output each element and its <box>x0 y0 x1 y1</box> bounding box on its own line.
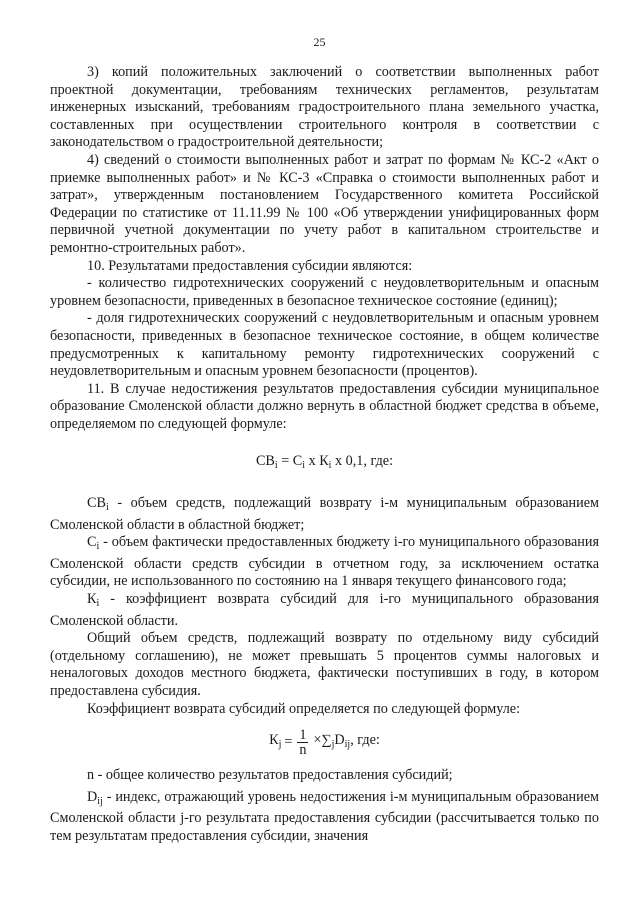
formula-subscript: j <box>331 738 335 750</box>
formula-subscript: ij <box>344 738 351 750</box>
definition-text: - индекс, отражающий уровень недостижения i-м муниципальным образованием Смоленской области j-го результата предоставления субсидии (рассчитывается только по тем результатам предоставления субсидии, значения <box>50 788 599 844</box>
page-number: 25 <box>313 35 326 49</box>
definition-symbol: n <box>87 767 95 784</box>
definition-text: - объем фактически предоставленных бюджету i-го муниципального образования Смоленской области средств субсидии в отчетном году, за исключением остатка субсидии, не использованного по состоянию на 1 января текущего финансового года; <box>50 534 599 590</box>
formula-symbol: С <box>292 453 303 470</box>
definition-subscript: i <box>105 502 109 514</box>
formula-fraction <box>297 728 308 757</box>
formula-k <box>50 728 599 757</box>
formula-symbol: D <box>334 731 345 748</box>
formula-subscript: i <box>274 460 278 472</box>
fraction-numerator: 1 <box>299 727 307 744</box>
definition-symbol: К <box>87 591 97 608</box>
definition-subscript: ij <box>97 795 103 807</box>
formula-subscript: i <box>302 460 306 472</box>
definition <box>50 591 599 630</box>
definition-symbol: D <box>87 788 98 805</box>
formula-symbol: К <box>319 453 329 470</box>
definition-subscript: i <box>96 541 100 553</box>
definition-text: - коэффициент возврата субсидий для i-го муниципального образования Смоленской области. <box>50 591 599 629</box>
formula-text: х 0,1, где: <box>331 453 394 470</box>
definition <box>50 534 599 591</box>
formula-subscript: i <box>328 460 332 472</box>
paragraph: 10. Результатами предоставления субсидии являются: <box>87 257 413 274</box>
definition-text: - объем средств, подлежащий возврату i-м муниципальным образованием Смоленской области в областной бюджет; <box>50 495 599 533</box>
formula-text: = <box>277 453 293 470</box>
formula-text: х <box>305 453 320 470</box>
paragraph: 11. В случае недостижения результатов предоставления субсидии муниципальное образование Смоленской области должно вернуть в областной бюджет средства в объеме, определяемом по следующей формуле: <box>50 380 599 432</box>
definition <box>50 767 599 789</box>
definition-symbol: СВ <box>87 495 106 512</box>
paragraph: 4) сведений о стоимости выполненных работ и затрат по формам № КС-2 «Акт о приемке выполненных работ» и № КС-3 «Справка о стоимости выполненных работ и затрат», утвержденным постановлением Государственного комитета Российской Федерации по статистике от 11.11.99 № 100 «Об утверждении унифицированных форм первичной учетной документации по учету работ в капитальном строительстве и ремонтно-строительных работ». <box>50 151 599 256</box>
definition-symbol: С <box>87 534 97 551</box>
paragraph: - доля гидротехнических сооружений с неудовлетворительным и опасным уровнем безопасности, приведенных в безопасное техническое состояние, в общем количестве предусмотренных к капитальному ремонту гидротехнических сооружений с неудовлетворительным и опасным уровнем безопасности (процентов). <box>50 310 599 380</box>
formula-symbol: К <box>269 731 279 748</box>
paragraph: - количество гидротехнических сооружений с неудовлетворительным и опасным уровнем безопасности, приведенных в безопасное техническое состояние (единиц); <box>50 275 599 309</box>
formula-symbol: СВ <box>255 453 275 470</box>
definition-subscript: i <box>96 598 100 610</box>
fraction-denominator: n <box>299 742 307 759</box>
paragraph: 3) копий положительных заключений о соответствии выполненных работ проектной документации, требованиям технических регламентов, результатам инженерных изысканий, требованиям градостроительного плана земельного участка, составленных при осуществлении строительного контроля в соответствии с законодательством о градостроительной деятельности; <box>50 64 599 151</box>
paragraph: Коэффициент возврата субсидий определяется по следующей формуле: <box>87 700 521 717</box>
definition <box>50 789 599 846</box>
formula-text: = <box>284 733 293 750</box>
formula-subscript: j <box>278 738 282 750</box>
formula-text: , где: <box>350 731 380 748</box>
paragraph: Общий объем средств, подлежащий возврату по отдельному виду субсидий (отдельному соглашению), не может превышать 5 процентов суммы налоговых и неналоговых доходов местного бюджета, фактически поступивших в году, в котором предоставлена субсидия. <box>50 630 599 699</box>
formula-text: ×∑ <box>313 731 332 748</box>
definition-text: - общее количество результатов предоставления субсидий; <box>94 767 453 784</box>
document-body <box>50 64 599 846</box>
formula-cb <box>50 453 599 475</box>
definition <box>50 495 599 534</box>
